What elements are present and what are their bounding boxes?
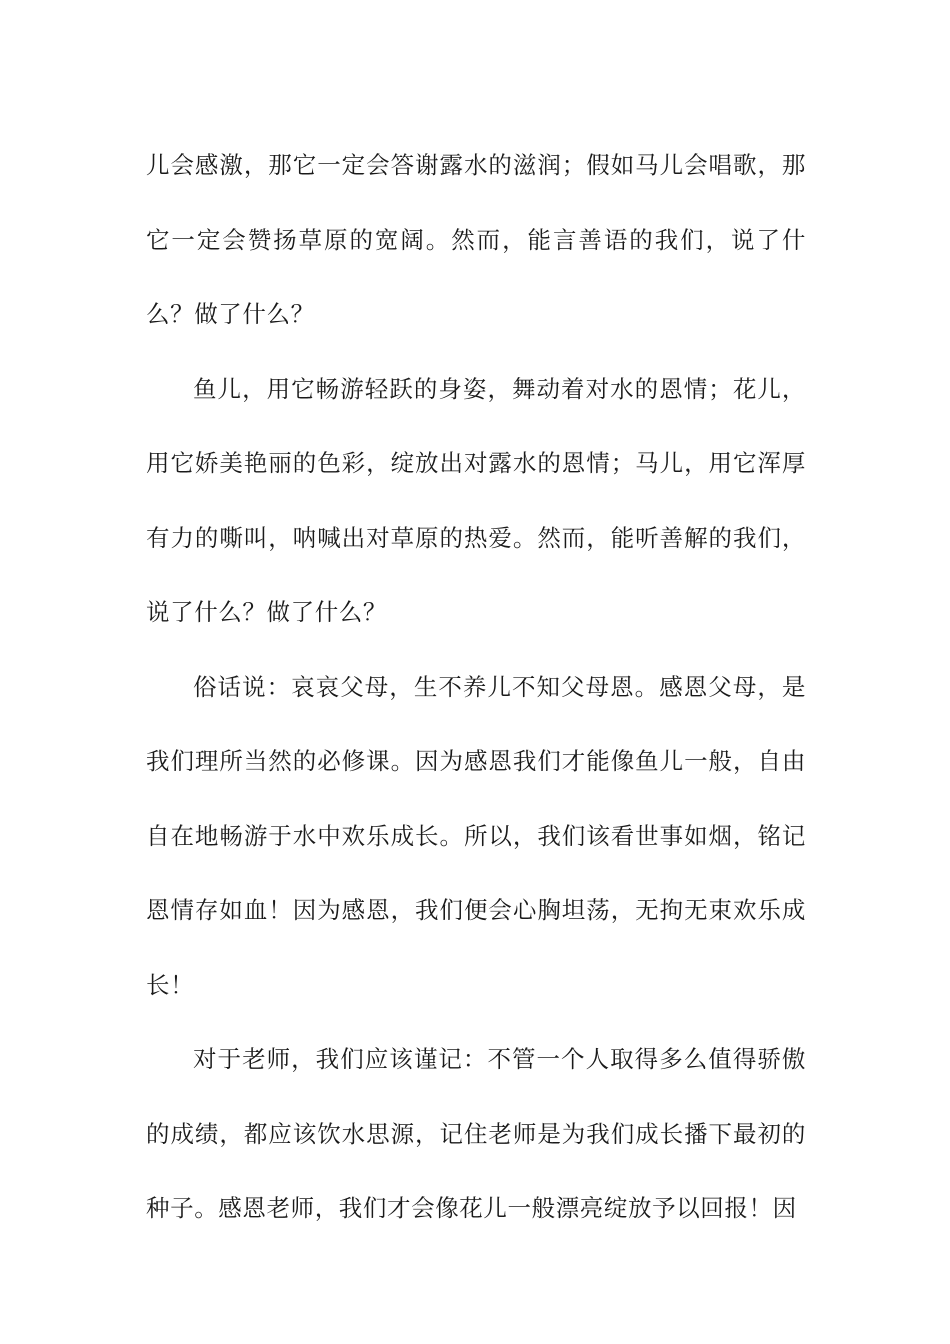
document-body: [146, 128, 806, 1246]
paragraph-1: 儿会感激，那它一定会答谢露水的滋润；假如马儿会唱歌，那它一定会赞扬草原的宽阔。然而，能言善语的我们，说了什么？做了什么？: [146, 151, 806, 328]
paragraph-2: 鱼儿，用它畅游轻跃的身姿，舞动着对水的恩情；花儿，用它娇美艳丽的色彩，绽放出对露水的恩情；马儿，用它浑厚有力的嘶叫，呐喊出对草原的热爱。然而，能听善解的我们，说了什么？做了什么？: [146, 374, 806, 626]
paragraph-4: 对于老师，我们应该谨记：不管一个人取得多么值得骄傲的成绩，都应该饮水思源，记住老师是为我们成长播下最初的种子。感恩老师，我们才会像花儿一般漂亮绽放予以回报！因: [146, 1045, 806, 1222]
paragraph-3: 俗话说：哀哀父母，生不养儿不知父母恩。感恩父母，是我们理所当然的必修课。因为感恩我们才能像鱼儿一般，自由自在地畅游于水中欢乐成长。所以，我们该看世事如烟，铭记恩情存如血！因为感恩，我们便会心胸坦荡，无拘无束欢乐成长！: [146, 672, 806, 999]
